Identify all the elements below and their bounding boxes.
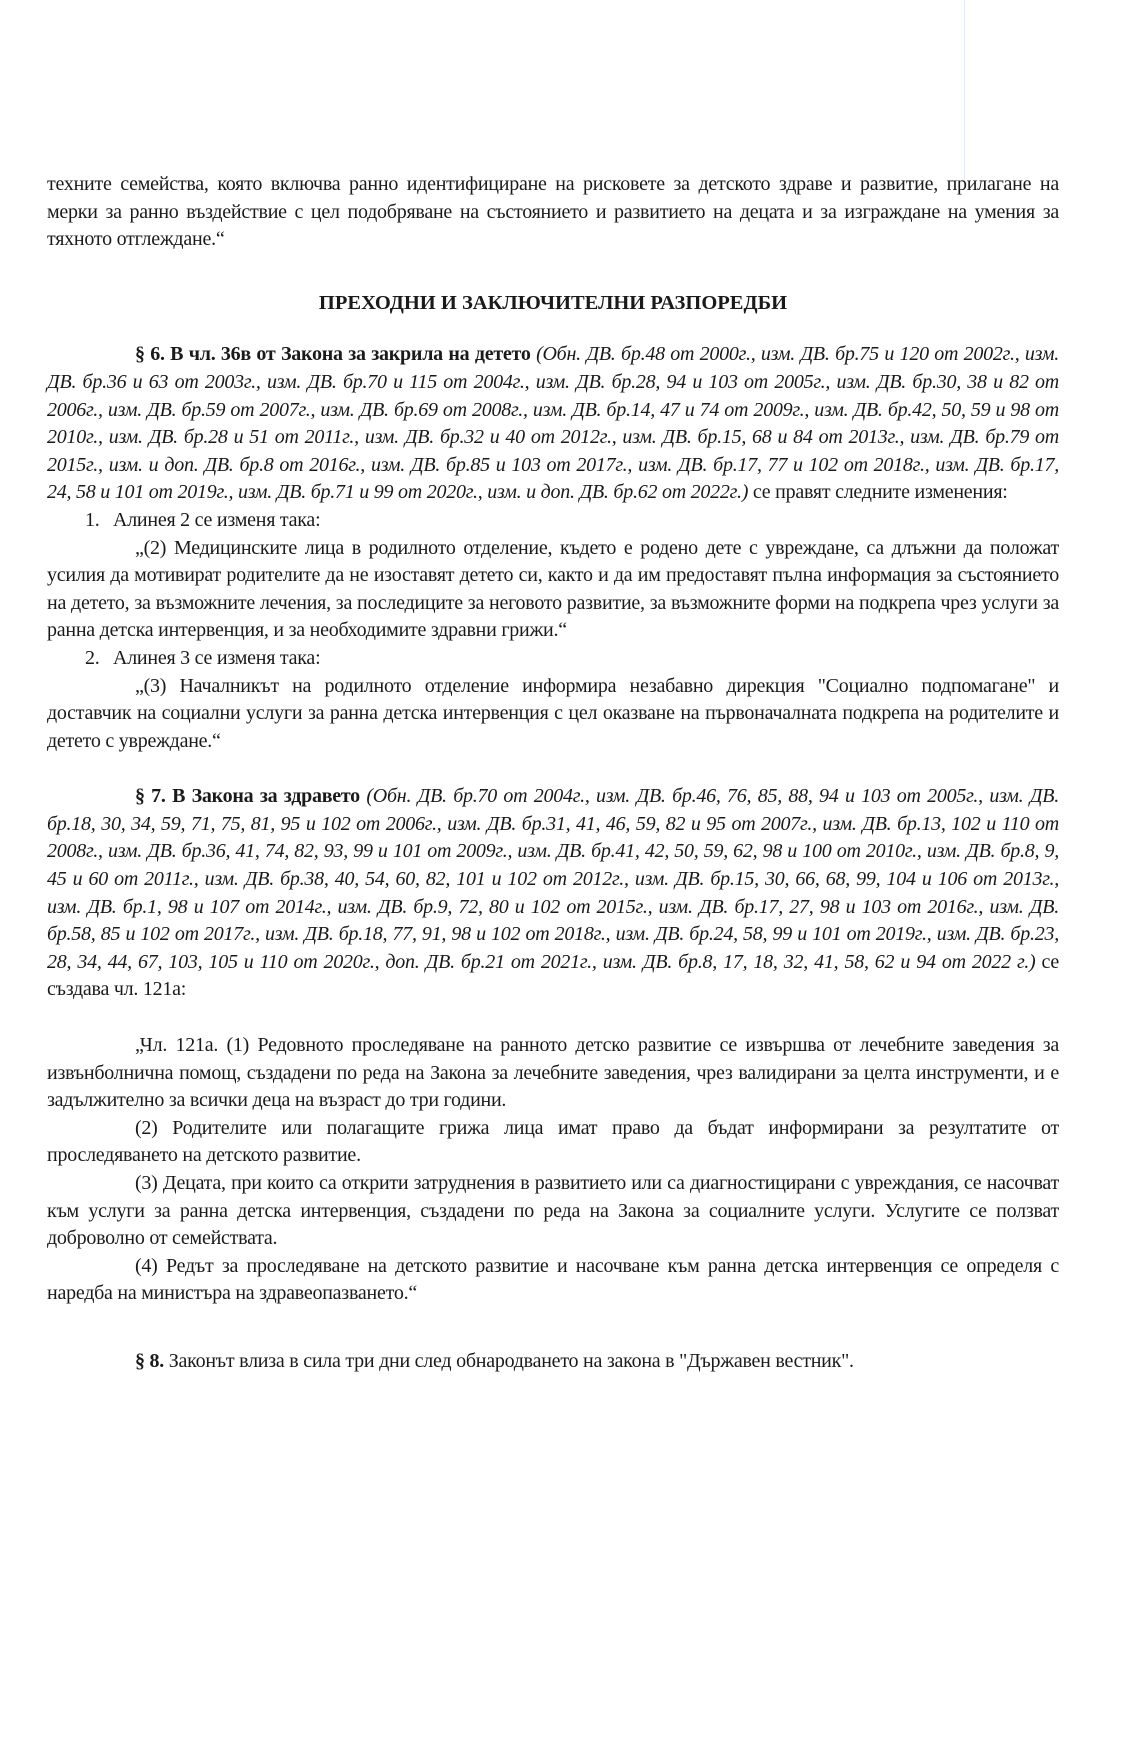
scan-artifact-line	[964, 0, 965, 180]
amendment-quote-1: „(2) Медицинските лица в родилното отделение, където е родено дете с увреждане, са длъжни да положат усилия да мотивират родителите да не изоставят детето си, както и да им предоставят пълна информация за състоянието на детето, за възможните лечения, за последиците за неговото развитие, за възможните форми на подкрепа чрез услуги за ранна детска интервенция, и за необходимите здравни грижи.“	[47, 536, 1059, 642]
paragraph-6-citation: (Обн. ДВ. бр.48 от 2000г., изм. ДВ. бр.75 и 120 от 2002г., изм. ДВ. бр.36 и 63 от 2003г., изм. ДВ. бр.70 и 115 от 2004г., изм. ДВ. бр.28, 94 и 103 от 2005г., изм. ДВ. бр.30, 38 и 82 от 2006г., изм. ДВ. бр.59 от 2007г., изм. ДВ. бр.69 от 2008г., изм. ДВ. бр.14, 47 и 74 от 2009г., изм. ДВ. бр.42, 50, 59 и 98 от 2010г., изм. ДВ. бр.28 и 51 от 2011г., изм. ДВ. бр.32 и 40 от 2012г., изм. ДВ. бр.15, 68 и 84 от 2013г., изм. ДВ. бр.79 от 2015г., изм. и доп. ДВ. бр.8 от 2016г., изм. ДВ. бр.85 и 103 от 2017г., изм. ДВ. бр.17, 77 и 102 от 2018г., изм. ДВ. бр.17, 24, 58 и 101 от 2019г., изм. ДВ. бр.71 и 99 от 2020г., изм. и доп. ДВ. бр.62 от 2022г.)	[47, 343, 1060, 504]
paragraph-8-text: Законът влиза в сила три дни след обнародването на закона в "Държавен вестник".	[164, 1349, 854, 1372]
list-item-2-label: Алинея 3 се изменя така:	[113, 646, 321, 669]
list-item-2	[47, 645, 1059, 673]
paragraph-8	[47, 1348, 1059, 1376]
paragraph-6-tail: се правят следните изменения:	[748, 481, 1008, 504]
document-page	[47, 171, 1059, 1376]
amendment-quote-2: „(3) Началникът на родилното отделение информира незабавно дирекция "Социално подпомагане" и доставчик на социални услуги за ранна детска интервенция с цел оказване на първоначалната подкрепа на родителите и детето с увреждане.“	[47, 674, 1059, 752]
article-121a-para-4: (4) Редът за проследяване на детското развитие и насочване към ранна детска интервенция се определя с наредба на министъра на здравеопазването.“	[47, 1254, 1059, 1305]
article-121a-para-2: (2) Родителите или полагащите грижа лица имат право да бъдат информирани за резултатите от проследяването на детското развитие.	[47, 1116, 1059, 1167]
paragraph-6-label: § 6. В чл. 36в от Закона за закрила на детето	[135, 343, 531, 366]
paragraph-7	[47, 783, 1059, 1004]
list-item-1	[47, 507, 1059, 535]
article-121a-para-3: (3) Децата, при които са открити затруднения в развитието или са диагностицирани с увреждания, се насочват към услуги за ранна детска интервенция, създадени по реда на Закона за социалните услуги. Услугите се ползват доброволно от семействата.	[47, 1172, 1059, 1250]
article-121a-para-1: „Чл. 121а. (1) Редовното проследяване на ранното детско развитие се извършва от лечебните заведения за извънболнична помощ, създадени по реда на Закона за лечебните заведения, чрез валидирани за целта инструменти, и е задължително за всички деца на възраст до три години.	[47, 1034, 1059, 1112]
section-heading: ПРЕХОДНИ И ЗАКЛЮЧИТЕЛНИ РАЗПОРЕДБИ	[318, 291, 788, 314]
paragraph-6	[47, 341, 1059, 507]
paragraph-7-citation: (Обн. ДВ. бр.70 от 2004г., изм. ДВ. бр.46, 76, 85, 88, 94 и 103 от 2005г., изм. ДВ. бр.18, 30, 34, 59, 71, 75, 81, 95 и 102 от 2006г., изм. ДВ. бр.31, 41, 46, 59, 82 и 95 от 2007г., изм. ДВ. бр.13, 102 и 110 от 2008г., изм. ДВ. бр.36, 41, 74, 82, 93, 99 и 101 от 2009г., изм. ДВ. бр.41, 42, 50, 59, 62, 98 и 100 от 2010г., изм. ДВ. бр.8, 9, 45 и 60 от 2011г., изм. ДВ. бр.38, 40, 54, 60, 82, 101 и 102 от 2012г., изм. ДВ. бр.15, 30, 66, 68, 99, 104 и 106 от 2013г., изм. ДВ. бр.1, 98 и 107 от 2014г., изм. ДВ. бр.9, 72, 80 и 102 от 2015г., изм. ДВ. бр.17, 27, 98 и 103 от 2016г., изм. ДВ. бр.58, 85 и 102 от 2017г., изм. ДВ. бр.18, 77, 91, 98 и 102 от 2018г., изм. ДВ. бр.24, 58, 99 и 101 от 2019г., изм. ДВ. бр.23, 28, 34, 44, 67, 103, 105 и 110 от 2020г., доп. ДВ. бр.21 от 2021г., изм. ДВ. бр.8, 17, 18, 32, 41, 58, 62 и 94 от 2022 г.)	[47, 785, 1059, 973]
list-item-1-label: Алинея 2 се изменя така:	[113, 508, 321, 531]
list-item-1-number: 1.	[85, 508, 100, 531]
paragraph-7-label: § 7. В Закона за здравето	[135, 785, 360, 808]
paragraph-8-label: § 8.	[135, 1349, 164, 1372]
paragraph-7-tail: се създава чл. 121а:	[47, 950, 1059, 1001]
list-item-2-number: 2.	[85, 646, 100, 669]
intro-paragraph: техните семейства, която включва ранно идентифициране на рисковете за детското здраве и развитие, прилагане на мерки за ранно въздействие с цел подобряване на състоянието и развитието на децата и за изграждане на умения за тяхното отглеждане.“	[47, 173, 1059, 251]
